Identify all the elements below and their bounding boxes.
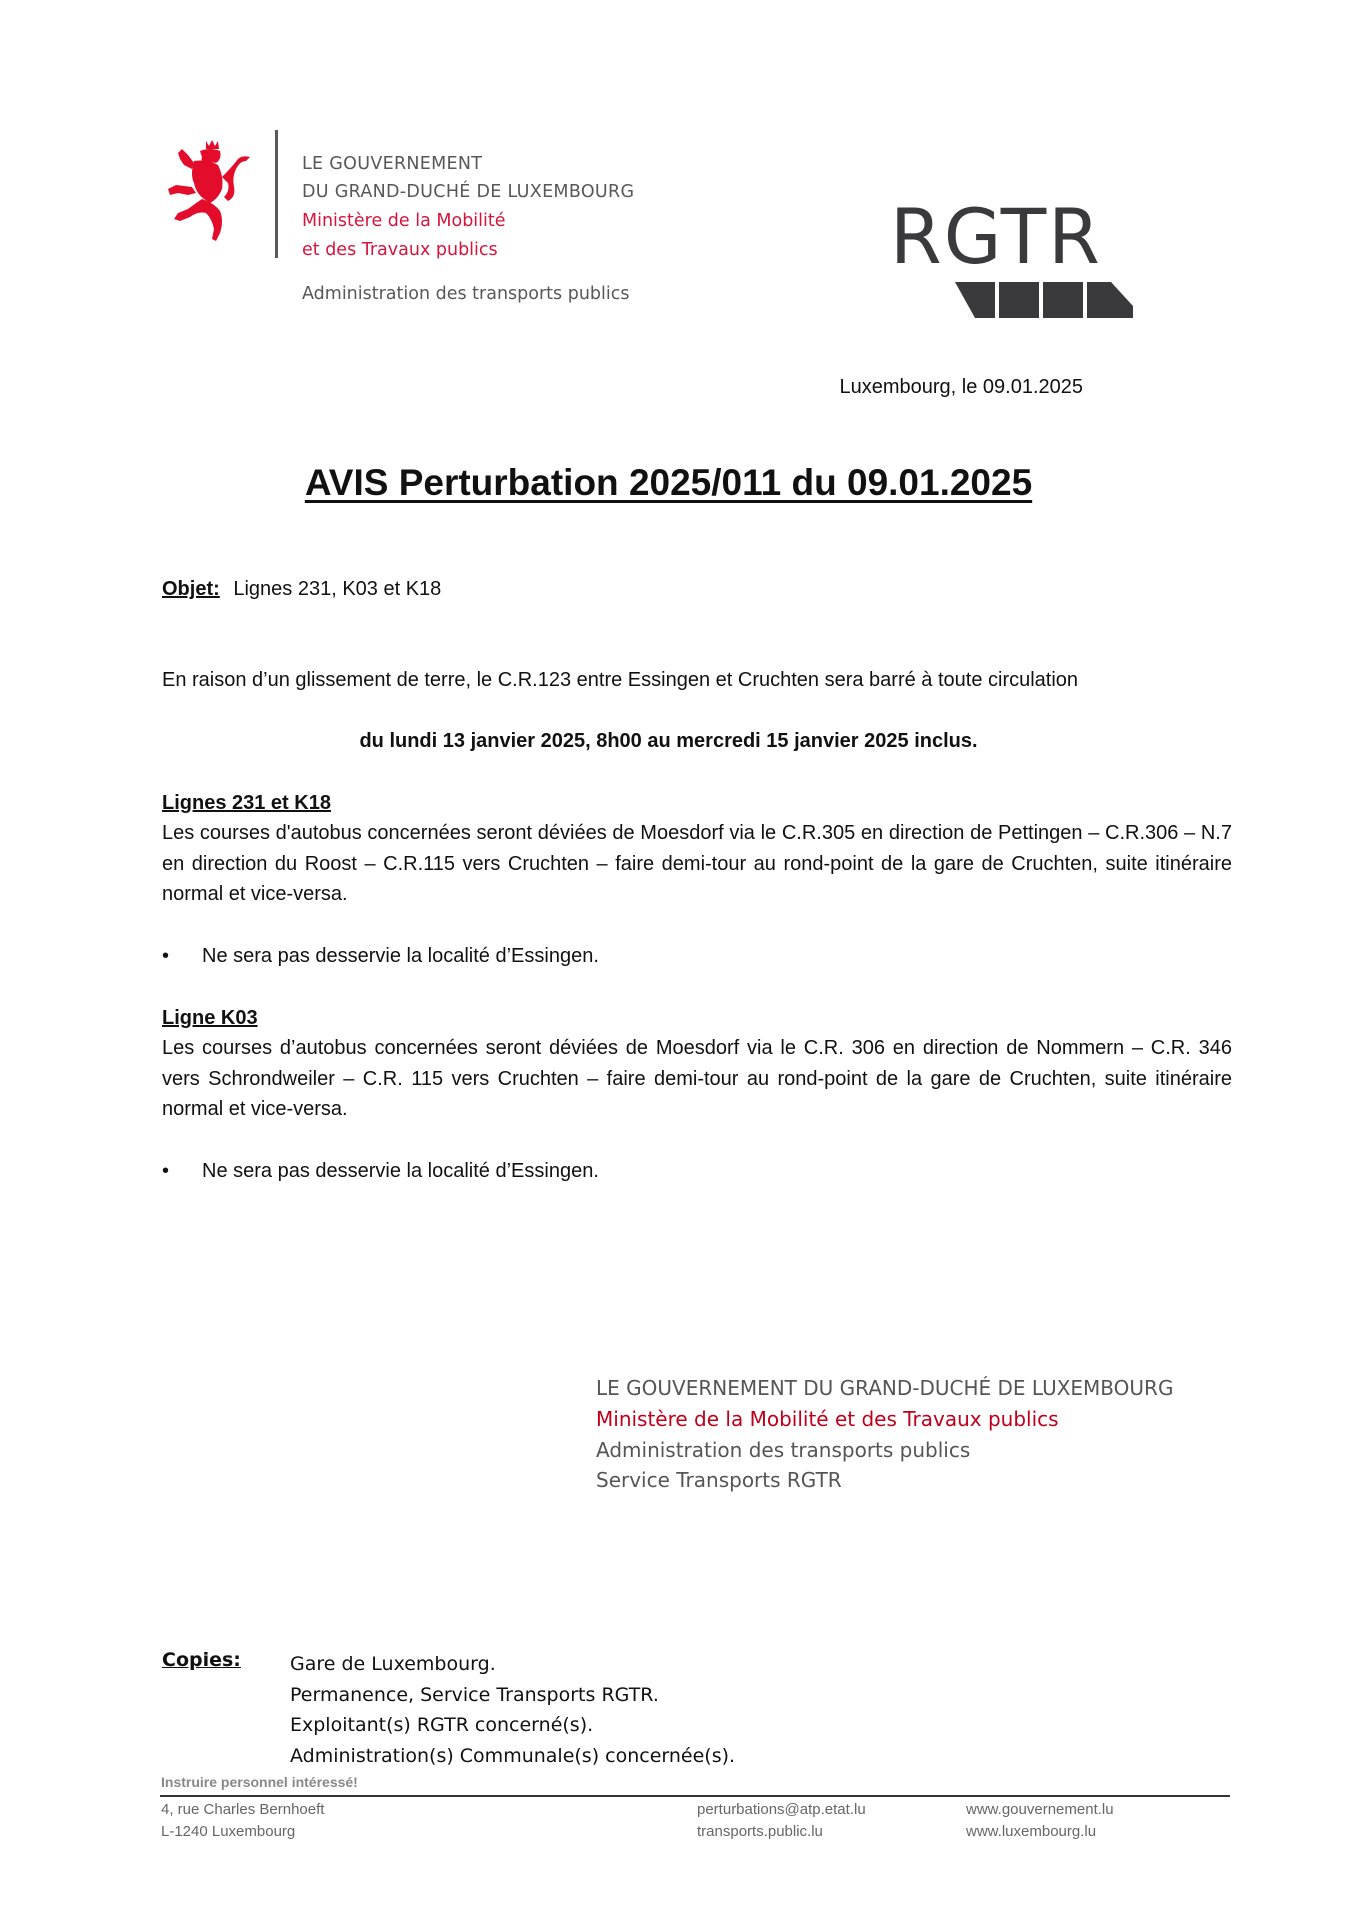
date-line: Luxembourg, le 09.01.2025: [839, 376, 1083, 398]
footer-address-line-2: L-1240 Luxembourg: [161, 1823, 296, 1840]
bullet-icon: •: [162, 945, 170, 967]
signature-line-1: LE GOUVERNEMENT DU GRAND-DUCHÉ DE LUXEMBOURG: [596, 1376, 1174, 1400]
copies-item: Exploitant(s) RGTR concerné(s).: [290, 1714, 594, 1736]
signature-line-2: Ministère de la Mobilité et des Travaux publics: [596, 1406, 1059, 1431]
footer-web: [966, 1799, 1114, 1843]
bullet-item: [162, 1160, 599, 1183]
objet-label: Objet:: [162, 578, 220, 600]
rgtr-blocks-icon: [955, 282, 1135, 318]
period-line: du lundi 13 janvier 2025, 8h00 au mercredi 15 janvier 2025 inclus.: [359, 730, 978, 752]
copies-item: Gare de Luxembourg.: [290, 1653, 496, 1675]
bullet-item: [162, 945, 599, 968]
footer-web-link-1[interactable]: www.gouvernement.lu: [966, 1801, 1114, 1818]
objet-value: Lignes 231, K03 et K18: [233, 578, 442, 600]
section-heading: Ligne K03: [162, 1007, 258, 1029]
footer-address: [161, 1799, 324, 1843]
footer-email-link[interactable]: perturbations@atp.etat.lu: [697, 1801, 866, 1818]
copies-label: Copies:: [162, 1649, 241, 1671]
footer-contact: [697, 1799, 866, 1843]
signature-line-3: Administration des transports publics: [596, 1437, 971, 1462]
footer-rule: [160, 1795, 1230, 1797]
footer-address-line-1: 4, rue Charles Bernhoeft: [161, 1801, 325, 1818]
section-text: Les courses d’autobus concernées seront déviées de Moesdorf via le C.R. 306 en direction de Nommern – C.R. 346 vers Schrondweiler – C.R. 115 vers Cruchten – faire demi-tour au rond-point de la gare de Cruchten, suite itinéraire normal et vice-versa.: [162, 1037, 1232, 1120]
letterhead-divider: [275, 130, 278, 258]
gov-line-1: LE GOUVERNEMENT: [302, 154, 483, 174]
page-title: AVIS Perturbation 2025/011 du 09.01.2025: [304, 462, 1033, 503]
objet-row: [162, 578, 441, 601]
bullet-text: Ne sera pas desservie la localité d’Essingen.: [202, 945, 599, 967]
instruction-note: Instruire personnel intéressé!: [161, 1774, 358, 1790]
copies-item: Administration(s) Communale(s) concernée(s).: [290, 1744, 736, 1767]
footer-web-link-2[interactable]: www.luxembourg.lu: [966, 1823, 1097, 1840]
signature-line-4: Service Transports RGTR: [596, 1468, 842, 1493]
administration-line: Administration des transports publics: [302, 284, 630, 304]
section-heading: Lignes 231 et K18: [162, 792, 331, 814]
bullet-icon: •: [162, 1160, 170, 1182]
copies-item: Permanence, Service Transports RGTR.: [290, 1683, 659, 1706]
rgtr-wordmark: RGTR: [890, 192, 1102, 281]
bullet-text: Ne sera pas desservie la localité d’Essingen.: [202, 1160, 599, 1182]
red-lion-icon: [166, 137, 252, 247]
gov-line-2: DU GRAND-DUCHÉ DE LUXEMBOURG: [302, 182, 635, 202]
copies-list: [290, 1649, 735, 1771]
footer-site-link[interactable]: transports.public.lu: [697, 1823, 823, 1840]
ministry-line-2: et des Travaux publics: [302, 240, 498, 260]
ministry-line-1: Ministère de la Mobilité: [302, 211, 506, 231]
signature-block: [596, 1373, 1173, 1496]
section-text: Les courses d'autobus concernées seront déviées de Moesdorf via le C.R.305 en direction de Pettingen – C.R.306 – N.7 en direction du Roost – C.R.115 vers Cruchten – faire demi-tour au rond-point de la gare de Cruchten, suite itinéraire normal et vice-versa.: [162, 822, 1232, 905]
intro-paragraph: En raison d’un glissement de terre, le C.R.123 entre Essingen et Cruchten sera barré à toute circulation: [162, 669, 1079, 691]
